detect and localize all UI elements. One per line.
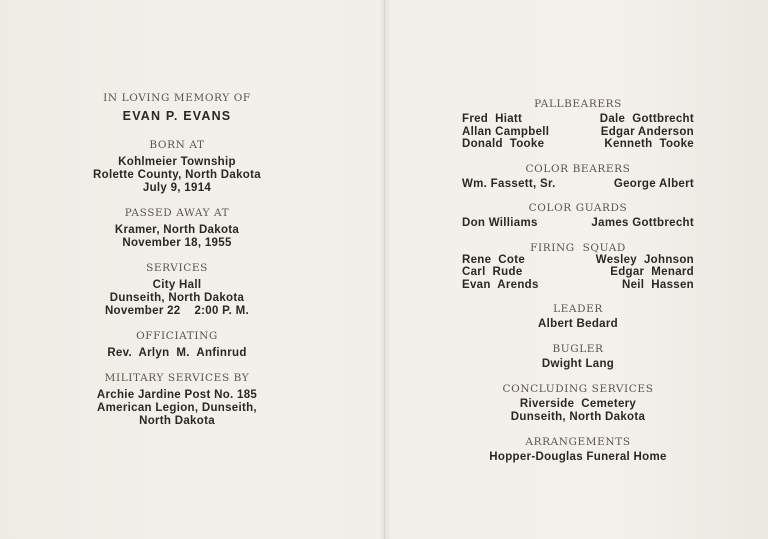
- firing-squad-member: Neil Hassen: [622, 278, 694, 291]
- passed-heading: PASSED AWAY AT: [124, 207, 230, 219]
- pallbearer: Donald Tooke: [462, 138, 545, 150]
- firing-squad-heading: FIRING SQUAD: [530, 241, 626, 254]
- pallbearers-row: [462, 126, 694, 139]
- passed-date: November 18, 1955: [122, 237, 232, 249]
- arrangements-name: Hopper-Douglas Funeral Home: [489, 451, 667, 463]
- firing-squad-member: Carl Rude: [462, 266, 523, 278]
- left-panel: [72, 92, 282, 428]
- services-heading: SERVICES: [146, 262, 208, 274]
- pallbearers-heading: PALLBEARERS: [534, 98, 622, 110]
- officiating-heading: OFFICIATING: [136, 330, 218, 342]
- color-bearers-heading: COLOR BEARERS: [525, 162, 631, 175]
- bugler-name: Dwight Lang: [541, 358, 615, 370]
- services-venue: City Hall: [152, 279, 202, 291]
- firing-squad-row: [462, 279, 694, 292]
- pallbearer: Allan Campbell: [462, 125, 550, 138]
- concluding-town: Dunseith, North Dakota: [510, 411, 646, 423]
- services-town: Dunseith, North Dakota: [109, 292, 245, 304]
- leader-name: Albert Bedard: [538, 318, 618, 330]
- firing-squad-member: Evan Arends: [462, 278, 539, 291]
- pallbearer: Kenneth Tooke: [604, 138, 694, 150]
- officiant: Rev. Arlyn M. Anfinrud: [107, 347, 247, 359]
- concluding-heading: CONCLUDING SERVICES: [502, 383, 654, 395]
- born-county: Rolette County, North Dakota: [93, 169, 261, 181]
- memory-heading: IN LOVING MEMORY OF: [103, 92, 251, 104]
- color-guard: James Gottbrecht: [591, 217, 694, 229]
- pallbearer: Dale Gottbrecht: [599, 113, 694, 125]
- card-fold: [384, 0, 385, 539]
- passed-place: Kramer, North Dakota: [114, 224, 240, 236]
- arrangements-heading: ARRANGEMENTS: [525, 436, 631, 448]
- bugler-heading: BUGLER: [552, 343, 604, 355]
- military-legion: American Legion, Dunseith,: [97, 402, 257, 414]
- color-bearers-row: [462, 178, 694, 191]
- color-guards-heading: COLOR GUARDS: [528, 202, 628, 214]
- pallbearer: Fred Hiatt: [462, 113, 523, 125]
- firing-squad-row: [462, 254, 694, 267]
- leader-heading: LEADER: [553, 303, 603, 315]
- right-panel: [462, 98, 694, 464]
- born-date: July 9, 1914: [142, 182, 212, 194]
- deceased-name: EVAN P. EVANS: [122, 109, 232, 123]
- military-heading: MILITARY SERVICES BY: [104, 372, 250, 384]
- firing-squad-member: Wesley Johnson: [595, 253, 694, 266]
- born-heading: BORN AT: [149, 139, 205, 151]
- firing-squad-member: Edgar Menard: [610, 266, 694, 278]
- military-state: North Dakota: [139, 415, 215, 427]
- color-bearer: George Albert: [613, 177, 694, 190]
- born-place: Kohlmeier Township: [118, 156, 236, 168]
- pallbearer: Edgar Anderson: [600, 125, 694, 138]
- color-guard: Don Williams: [462, 217, 538, 229]
- color-bearer: Wm. Fassett, Sr.: [462, 177, 556, 190]
- pallbearers-row: [462, 113, 694, 126]
- firing-squad-row: [462, 266, 694, 279]
- firing-squad-member: Rene Cote: [462, 253, 526, 266]
- pallbearers-row: [462, 138, 694, 151]
- services-datetime: November 22 2:00 P. M.: [104, 305, 250, 317]
- color-guards-row: [462, 217, 694, 230]
- military-post: Archie Jardine Post No. 185: [96, 389, 258, 401]
- concluding-place: Riverside Cemetery: [519, 398, 637, 410]
